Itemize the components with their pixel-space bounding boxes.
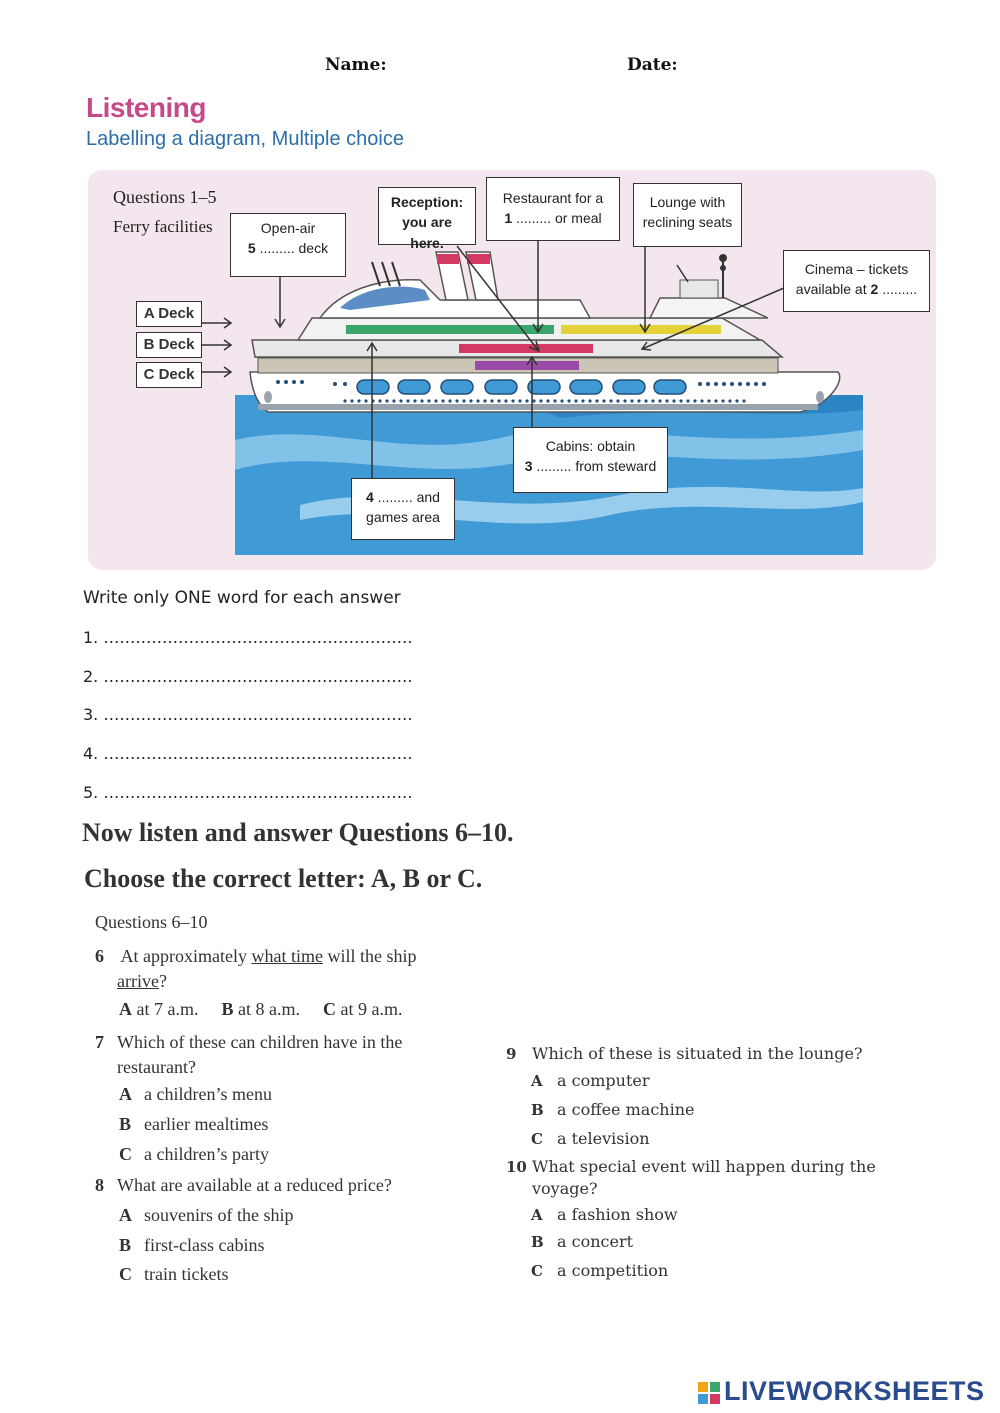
option-letter: A: [119, 999, 132, 1019]
porthole: [613, 380, 645, 394]
question-number: 2: [870, 281, 879, 298]
option-text: at 9 a.m.: [340, 999, 403, 1019]
option-text: a computer: [557, 1071, 650, 1090]
question-7: [95, 1030, 485, 1080]
label-games-area: [351, 478, 455, 540]
question-6-options: [119, 999, 402, 1020]
question-text: At approximately: [120, 946, 247, 966]
part2-heading-choose: Choose the correct letter: A, B or C.: [84, 864, 483, 893]
option-10b[interactable]: [531, 1232, 633, 1251]
porthole: [441, 380, 473, 394]
option-9c[interactable]: [531, 1129, 650, 1148]
label-line: Open-air: [260, 220, 316, 236]
question-8: [95, 1175, 392, 1196]
option-letter: C: [322, 999, 336, 1019]
label-line: [237, 238, 339, 258]
option-6c[interactable]: [323, 999, 402, 1019]
question-number: 7: [95, 1032, 104, 1052]
option-letter: A: [531, 1072, 543, 1090]
answer-blank: ......... deck: [259, 240, 329, 257]
liveworksheets-icon: [698, 1382, 720, 1404]
option-text: at 8 a.m.: [238, 999, 300, 1019]
question-text: restaurant?: [117, 1057, 196, 1077]
answer-blank: ......... and: [377, 489, 440, 505]
label-reception: [378, 187, 476, 251]
question-number: 6: [95, 946, 104, 966]
answer-line-2[interactable]: 2. ………………………………………………….: [83, 667, 413, 686]
answer-blank: ......... or meal: [516, 210, 602, 227]
label-line: games area: [366, 509, 440, 526]
question-number: 9: [506, 1045, 517, 1063]
option-letter: B: [531, 1233, 544, 1251]
option-letter: C: [119, 1144, 132, 1164]
label-cabins: [513, 427, 668, 493]
question-number: 3: [524, 458, 533, 475]
date-label: Date:: [627, 55, 678, 75]
questions-1-5-heading: Questions 1–5: [113, 187, 217, 207]
section-subtitle: Labelling a diagram, Multiple choice: [86, 128, 404, 150]
option-letter: A: [531, 1206, 543, 1224]
answer-line-1[interactable]: 1. ………………………………………………….: [83, 628, 413, 647]
liveworksheets-brand-text: LIVEWORKSHEETS: [724, 1376, 985, 1406]
option-text: earlier mealtimes: [144, 1114, 269, 1134]
porthole: [654, 380, 686, 394]
name-label: Name:: [325, 55, 387, 75]
option-text: at 7 a.m.: [136, 999, 199, 1019]
porthole: [357, 380, 389, 394]
instruction-text: Write only ONE word for each answer: [83, 588, 401, 608]
label-line: Lounge with: [649, 194, 726, 210]
label-line: you are here.: [402, 214, 452, 251]
questions-6-10-heading: Questions 6–10: [95, 912, 208, 932]
label-cinema: [783, 250, 930, 312]
porthole: [398, 380, 430, 394]
porthole: [570, 380, 602, 394]
section-title: Listening: [86, 92, 206, 123]
option-10a[interactable]: [531, 1205, 678, 1224]
label-lounge: [633, 183, 742, 247]
label-line: [358, 487, 448, 507]
label-line: [493, 208, 613, 228]
question-number: 5: [247, 240, 256, 257]
label-line: [520, 456, 661, 476]
option-10c[interactable]: [531, 1261, 668, 1280]
label-line: Reception:: [390, 194, 464, 210]
deck-a-label: A Deck: [136, 301, 202, 327]
option-text: a fashion show: [557, 1205, 678, 1224]
label-open-air-deck: [230, 213, 346, 277]
option-text: a children’s menu: [144, 1084, 272, 1104]
option-text: souvenirs of the ship: [144, 1205, 294, 1225]
option-8a[interactable]: [119, 1205, 293, 1226]
question-text-underlined: arrive: [117, 971, 159, 991]
option-letter: B: [221, 999, 234, 1019]
question-number: 10: [506, 1158, 527, 1176]
option-text: a competition: [557, 1261, 669, 1280]
option-letter: C: [531, 1262, 543, 1280]
question-text: What special event will happen during the: [532, 1157, 876, 1176]
option-letter: B: [531, 1101, 544, 1119]
area-restaurant-pink: [459, 344, 593, 353]
option-text: a children’s party: [144, 1144, 269, 1164]
question-text: Which of these can children have in the: [117, 1032, 403, 1052]
question-9: [506, 1044, 863, 1063]
label-line: [790, 279, 923, 299]
option-text: a concert: [557, 1232, 634, 1251]
porthole: [485, 380, 517, 394]
porthole: [528, 380, 560, 394]
label-line: reclining seats: [642, 214, 733, 231]
label-line: Cinema – tickets: [804, 261, 909, 277]
option-letter: B: [119, 1235, 132, 1255]
option-text: a television: [557, 1129, 650, 1148]
option-letter: C: [119, 1264, 132, 1284]
option-9b[interactable]: [531, 1100, 694, 1119]
question-10: [506, 1156, 896, 1200]
option-9a[interactable]: [531, 1071, 649, 1090]
label-line: Restaurant for a: [502, 190, 604, 206]
label-restaurant: [486, 177, 620, 241]
option-text: first-class cabins: [144, 1235, 265, 1255]
question-text: voyage?: [532, 1179, 598, 1198]
answer-line-5[interactable]: 5. ………………………………………………….: [83, 783, 413, 802]
option-6a[interactable]: [119, 999, 198, 1019]
option-8c[interactable]: [119, 1264, 228, 1285]
question-text: What are available at a reduced price?: [117, 1175, 392, 1195]
question-6: [95, 944, 475, 994]
option-text: train tickets: [144, 1264, 229, 1284]
option-7a[interactable]: [119, 1084, 272, 1105]
label-line-text: available at: [795, 281, 867, 298]
answer-blank: .........: [882, 281, 918, 298]
option-6b[interactable]: [221, 999, 300, 1019]
part2-heading-listen: Now listen and answer Questions 6–10.: [82, 818, 514, 847]
question-text-underlined: what time: [251, 946, 323, 966]
option-8b[interactable]: [119, 1235, 264, 1256]
question-number: 1: [504, 210, 513, 227]
question-text: will the ship: [327, 946, 417, 966]
question-text: ?: [158, 971, 167, 991]
option-letter: A: [119, 1084, 132, 1104]
answer-line-4[interactable]: 4. ………………………………………………….: [83, 744, 413, 763]
question-number: 8: [95, 1175, 104, 1195]
deck-b-label: B Deck: [136, 332, 202, 358]
answer-blank: ......... from steward: [536, 458, 657, 475]
question-text: Which of these is situated in the lounge?: [532, 1044, 863, 1063]
option-letter: A: [119, 1205, 132, 1225]
answer-line-3[interactable]: 3. ………………………………………………….: [83, 705, 413, 724]
option-7c[interactable]: [119, 1144, 269, 1165]
option-letter: C: [531, 1130, 543, 1148]
deck-c-label: C Deck: [136, 362, 202, 388]
question-number: 4: [366, 489, 374, 505]
ferry-facilities-heading: Ferry facilities: [113, 217, 213, 236]
area-cabins-purple: [475, 361, 579, 370]
option-text: a coffee machine: [557, 1100, 695, 1119]
label-line: Cabins: obtain: [545, 438, 636, 454]
option-7b[interactable]: [119, 1114, 268, 1135]
option-letter: B: [119, 1114, 132, 1134]
